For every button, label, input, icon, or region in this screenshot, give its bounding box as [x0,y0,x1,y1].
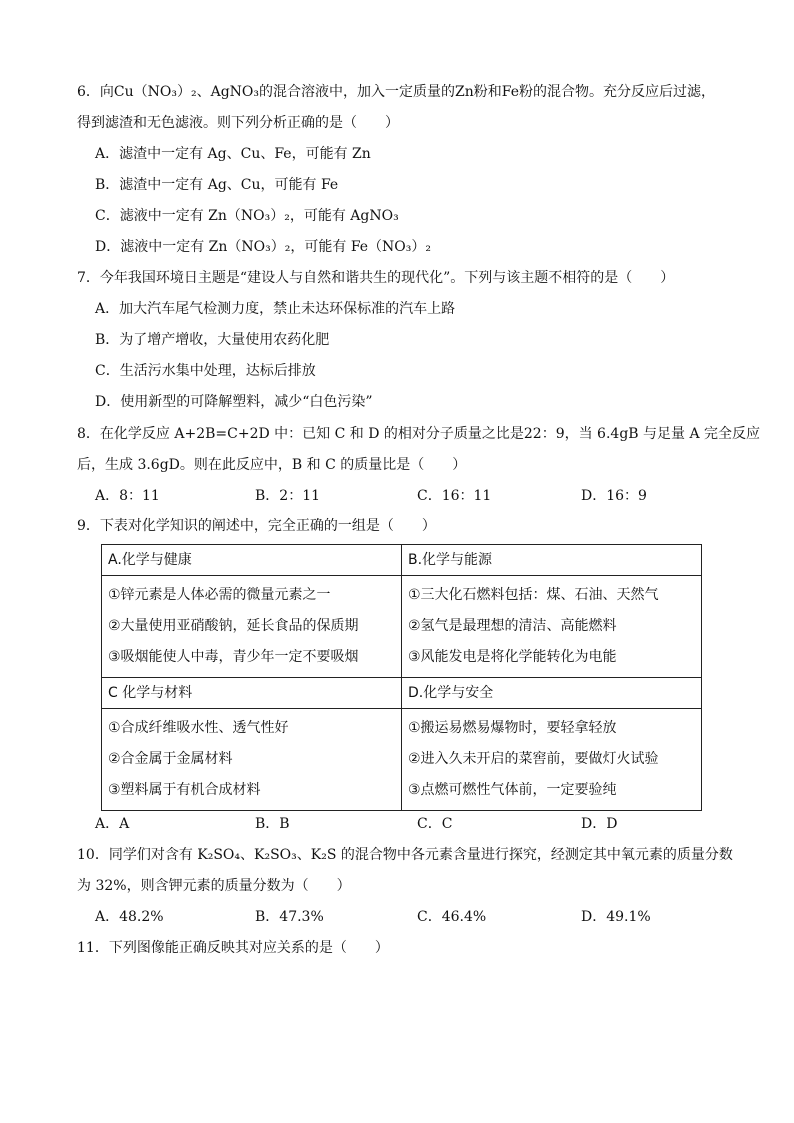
question-10-option-d: D．49.1% [581,909,651,925]
table-item: ③风能发电是将化学能转化为电能 [408,649,617,665]
table-item: ②大量使用亚硝酸钠，延长食品的保质期 [108,618,359,634]
table-header-a: A.化学与健康 [102,545,402,576]
table-header-c: C 化学与材料 [102,678,402,709]
question-6-option-c: C．滤液中一定有 Zn（NO₃）₂，可能有 AgNO₃ [95,208,399,224]
table-item: ③点燃可燃性气体前，一定要验纯 [408,782,617,798]
question-9-options [95,814,735,834]
question-8-option-d: D．16：9 [581,488,647,504]
table-cell-a-items [102,576,402,678]
question-10-stem-line-2: 为 32%，则含钾元素的质量分数为（ ） [77,878,351,894]
question-9-option-a: A．A [95,816,130,832]
table-item: ③吸烟能使人中毒，青少年一定不要吸烟 [108,649,359,665]
question-10-options [95,907,735,927]
question-8-option-b: B．2：11 [255,488,321,504]
question-8-option-c: C．16：11 [417,488,492,504]
question-6-stem-line-1: 6．向Cu（NO₃）₂、AgNO₃的混合溶液中，加入一定质量的Zn粉和Fe粉的混合物。充分反应后过滤， [77,84,715,100]
question-6-option-d: D．滤液中一定有 Zn（NO₃）₂，可能有 Fe（NO₃）₂ [95,239,432,255]
question-9-option-c: C．C [417,816,453,832]
table-header-b: B.化学与能源 [402,545,702,576]
question-8-option-a: A．8：11 [95,488,160,504]
table-item: ②进入久未开启的菜窖前，要做灯火试验 [408,751,659,767]
question-10-stem-line-1: 10．同学们对含有 K₂SO₄、K₂SO₃、K₂S 的混合物中各元素含量进行探究，经测定其中氧元素的质量分数 [77,847,733,863]
table-item: ①三大化石燃料包括：煤、石油、天然气 [408,587,659,603]
question-6-option-b: B．滤渣中一定有 Ag、Cu，可能有 Fe [95,177,339,193]
question-10-option-a: A．48.2% [95,909,164,925]
question-9-option-d: D．D [581,816,618,832]
question-6-stem-line-2: 得到滤渣和无色滤液。则下列分析正确的是（ ） [77,115,399,131]
question-6-option-a: A．滤渣中一定有 Ag、Cu、Fe，可能有 Zn [95,146,371,162]
table-item: ①搬运易燃易爆物时，要轻拿轻放 [408,720,617,736]
question-8-options [95,486,735,506]
table-item: ②氢气是最理想的清洁、高能燃料 [408,618,617,634]
question-9-stem: 9．下表对化学知识的阐述中，完全正确的一组是（ ） [77,518,436,534]
table-item: ①锌元素是人体必需的微量元素之一 [108,587,331,603]
table-cell-c-items [102,709,402,811]
knowledge-table [101,544,702,811]
question-11-stem: 11．下列图像能正确反映其对应关系的是（ ） [77,940,389,956]
table-item: ②合金属于金属材料 [108,751,233,767]
question-7-option-d: D．使用新型的可降解塑料，减少“白色污染” [95,394,373,410]
question-9-option-b: B．B [255,816,290,832]
question-8-stem-line-2: 后，生成 3.6gD。则在此反应中，B 和 C 的质量比是（ ） [77,457,467,473]
question-8-stem-line-1: 8．在化学反应 A+2B=C+2D 中：已知 C 和 D 的相对分子质量之比是22：9，当 6.4gB 与足量 A 完全反应 [77,426,761,442]
table-cell-d-items [402,709,702,811]
table-cell-b-items [402,576,702,678]
question-7-option-c: C．生活污水集中处理，达标后排放 [95,363,316,379]
question-7-stem: 7．今年我国环境日主题是“建设人与自然和谐共生的现代化”。下列与该主题不相符的是（ ） [77,270,675,286]
table-header-d: D.化学与安全 [402,678,702,709]
table-item: ①合成纤维吸水性、透气性好 [108,720,289,736]
question-10-option-b: B．47.3% [255,909,324,925]
question-7-option-a: A．加大汽车尾气检测力度，禁止未达环保标准的汽车上路 [95,301,456,317]
question-7-option-b: B．为了增产增收，大量使用农药化肥 [95,332,330,348]
table-item: ③塑料属于有机合成材料 [108,782,261,798]
question-10-option-c: C．46.4% [417,909,487,925]
